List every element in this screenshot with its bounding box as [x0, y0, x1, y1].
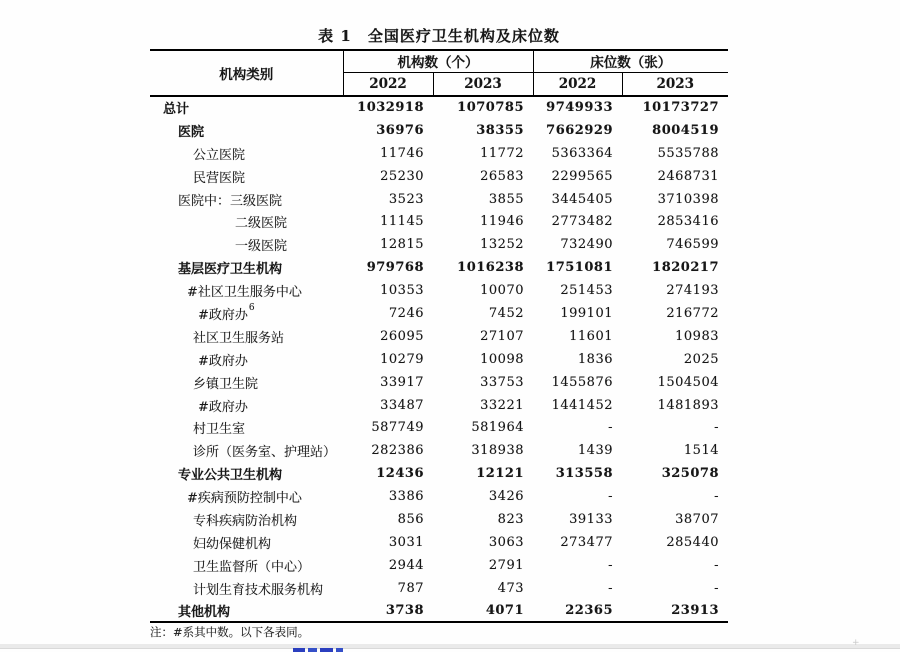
cell-value: 1836	[577, 351, 613, 367]
row-label: 二级医院	[235, 216, 288, 232]
cell-value: -	[608, 489, 613, 505]
cell-value: 11946	[480, 214, 524, 230]
cell-value: 732490	[560, 237, 613, 253]
cell-value: 9749933	[546, 100, 613, 116]
cell-value: 2299565	[551, 168, 613, 184]
blue-glyph-fragment	[320, 648, 333, 652]
row-label: 乡镇卫生院	[193, 376, 259, 392]
row-label: 计划生育技术服务机构	[193, 582, 324, 598]
row-label: 一级医院	[235, 239, 288, 255]
table-row	[150, 96, 728, 119]
cell-value: 4071	[433, 600, 533, 623]
col-group-bed-count: 床位数（张）	[533, 50, 728, 72]
table-row	[150, 119, 728, 142]
col-header-year-2023-beds: 2023	[622, 72, 728, 96]
cut-off-blue-text-fragment	[293, 648, 345, 652]
table-row	[150, 554, 728, 577]
cell-value: 1441452	[551, 397, 613, 413]
row-label: #疾病预防控制中心	[187, 491, 302, 507]
cell-value: 313558	[555, 466, 613, 482]
cell-value: 11772	[480, 145, 524, 161]
cell-value: 581964	[471, 420, 524, 436]
group-header-row	[150, 50, 728, 72]
cell-value: 27107	[480, 328, 524, 344]
row-label: 卫生监督所（中心）	[193, 559, 311, 575]
cell-value: 22365	[533, 600, 622, 623]
cell-value: 23913	[622, 600, 728, 623]
table-row	[150, 348, 728, 371]
cell-value: 2944	[388, 557, 424, 573]
cell-value: 10070	[480, 283, 524, 299]
cell-value: 1070785	[457, 100, 524, 116]
table-row	[150, 371, 728, 394]
table-row	[150, 256, 728, 279]
cell-value: 473	[497, 580, 524, 596]
cell-value: 2791	[488, 557, 524, 573]
cell-value: 10983	[675, 328, 719, 344]
footnote-superscript: 6	[248, 302, 255, 313]
cell-value: 2025	[683, 351, 719, 367]
cell-value: 36976	[376, 122, 424, 138]
row-label: #政府办$^6$	[198, 302, 255, 323]
table-title: 表 1 全国医疗卫生机构及床位数	[318, 27, 560, 45]
table-row	[150, 462, 728, 485]
cell-value: 1455876	[551, 374, 613, 390]
cell-value: 2853416	[657, 214, 719, 230]
cell-value: 33753	[480, 374, 524, 390]
cell-value: 26095	[380, 328, 424, 344]
cell-value: -	[608, 580, 613, 596]
cell-value: 3031	[388, 534, 424, 550]
row-label: 社区卫生服务站	[193, 330, 285, 346]
cell-value: 1751081	[546, 260, 613, 276]
cell-value: 1016238	[457, 260, 524, 276]
row-label: 专科疾病防治机构	[193, 513, 298, 529]
cell-value: 3710398	[657, 191, 719, 207]
cell-value: 325078	[661, 466, 719, 482]
row-label: 专业公共卫生机构	[178, 468, 283, 484]
table-row	[150, 508, 728, 531]
cell-value: -	[714, 580, 719, 596]
blue-glyph-fragment	[308, 648, 317, 652]
cell-value: 10353	[380, 283, 424, 299]
table-row	[150, 600, 728, 623]
col-header-year-2022-institutions: 2022	[343, 72, 433, 96]
cell-value: 787	[397, 580, 424, 596]
table-body	[150, 96, 728, 622]
row-label: 村卫生室	[193, 422, 246, 438]
cell-value: 285440	[666, 534, 719, 550]
cell-value: 587749	[371, 420, 424, 436]
cell-value: 33487	[380, 397, 424, 413]
cell-value: 13252	[480, 237, 524, 253]
cell-value: 11601	[569, 328, 613, 344]
cell-value: 10279	[380, 351, 424, 367]
row-label: 总计	[163, 102, 190, 118]
cell-value: 746599	[666, 237, 719, 253]
cell-value: 10098	[480, 351, 524, 367]
cell-value: 12436	[376, 466, 424, 482]
row-label: 基层医疗卫生机构	[178, 262, 283, 278]
table-row	[150, 188, 728, 211]
stats-table	[150, 49, 728, 623]
cell-value: 3523	[388, 191, 424, 207]
faint-cross-artifact: +	[852, 638, 860, 648]
cell-value: 273477	[560, 534, 613, 550]
table-row	[150, 485, 728, 508]
row-label: #政府办	[198, 353, 248, 369]
cell-value: -	[608, 557, 613, 573]
cell-value: 2773482	[551, 214, 613, 230]
cell-value: 1481893	[657, 397, 719, 413]
row-label: 医院	[178, 124, 205, 140]
cell-value: 1504504	[657, 374, 719, 390]
cell-value: 12121	[476, 466, 524, 482]
cell-value: 3063	[488, 534, 524, 550]
cell-value: 979768	[366, 260, 424, 276]
cell-value: 7246	[388, 305, 424, 321]
cell-value: 274193	[666, 283, 719, 299]
table-row	[150, 302, 728, 325]
cell-value: 12815	[380, 237, 424, 253]
row-label: 诊所（医务室、护理站）	[193, 445, 337, 461]
cell-value: 11746	[380, 145, 424, 161]
cell-value: 10173727	[642, 100, 719, 116]
col-group-institution-count: 机构数（个）	[343, 50, 533, 72]
cell-value: 25230	[380, 168, 424, 184]
cell-value: 11145	[380, 214, 424, 230]
cell-value: 3738	[343, 600, 433, 623]
cell-value: 199101	[560, 305, 613, 321]
cell-value: 7662929	[546, 122, 613, 138]
cell-value: 5535788	[657, 145, 719, 161]
row-label: 民营医院	[193, 170, 246, 186]
cell-value: 1820217	[652, 260, 719, 276]
page-separator-band	[0, 644, 900, 649]
col-header-year-2023-institutions: 2023	[433, 72, 533, 96]
cell-value: 823	[497, 511, 524, 527]
cell-value: 856	[397, 511, 424, 527]
cell-value: 1439	[577, 443, 613, 459]
cell-value: 1032918	[357, 100, 424, 116]
col-header-category: 机构类别	[150, 50, 343, 96]
cell-value: 3426	[488, 489, 524, 505]
cell-value: 38355	[476, 122, 524, 138]
cell-value: 318938	[471, 443, 524, 459]
cell-value: 26583	[480, 168, 524, 184]
cell-value: 3445405	[551, 191, 613, 207]
cell-value: 2468731	[657, 168, 719, 184]
cell-value: 33917	[380, 374, 424, 390]
table-row	[150, 279, 728, 302]
row-label: 妇幼保健机构	[193, 536, 272, 552]
cell-value: 282386	[371, 443, 424, 459]
cell-value: 33221	[480, 397, 524, 413]
cell-value: 251453	[560, 283, 613, 299]
table-row	[150, 394, 728, 417]
cell-value: 8004519	[652, 122, 719, 138]
blue-glyph-fragment	[293, 648, 305, 652]
table-header	[150, 50, 728, 96]
cell-value: 38707	[675, 511, 719, 527]
row-label: 公立医院	[193, 147, 246, 163]
blue-glyph-fragment	[336, 648, 343, 652]
cell-value: 1514	[683, 443, 719, 459]
col-header-year-2022-beds: 2022	[533, 72, 622, 96]
cell-value: -	[714, 420, 719, 436]
table-row	[150, 416, 728, 439]
table-row	[150, 210, 728, 233]
row-label: #政府办	[198, 399, 248, 415]
cell-value: 3386	[388, 489, 424, 505]
cell-value: 7452	[488, 305, 524, 321]
row-label: 医院中：三级医院	[178, 193, 283, 209]
cell-value: -	[714, 557, 719, 573]
cell-value: 216772	[666, 305, 719, 321]
table-row	[150, 325, 728, 348]
table-row	[150, 577, 728, 600]
table-row	[150, 531, 728, 554]
cell-value: 5363364	[551, 145, 613, 161]
table-row	[150, 439, 728, 462]
table-row	[150, 165, 728, 188]
cell-value: -	[608, 420, 613, 436]
cell-value: 39133	[569, 511, 613, 527]
table-footnote: 注：#系其中数。以下各表同。	[150, 625, 310, 639]
table-row	[150, 233, 728, 256]
row-label: #社区卫生服务中心	[187, 285, 302, 301]
row-label: 其他机构	[150, 600, 343, 623]
table-row	[150, 142, 728, 165]
cell-value: -	[714, 489, 719, 505]
cell-value: 3855	[488, 191, 524, 207]
